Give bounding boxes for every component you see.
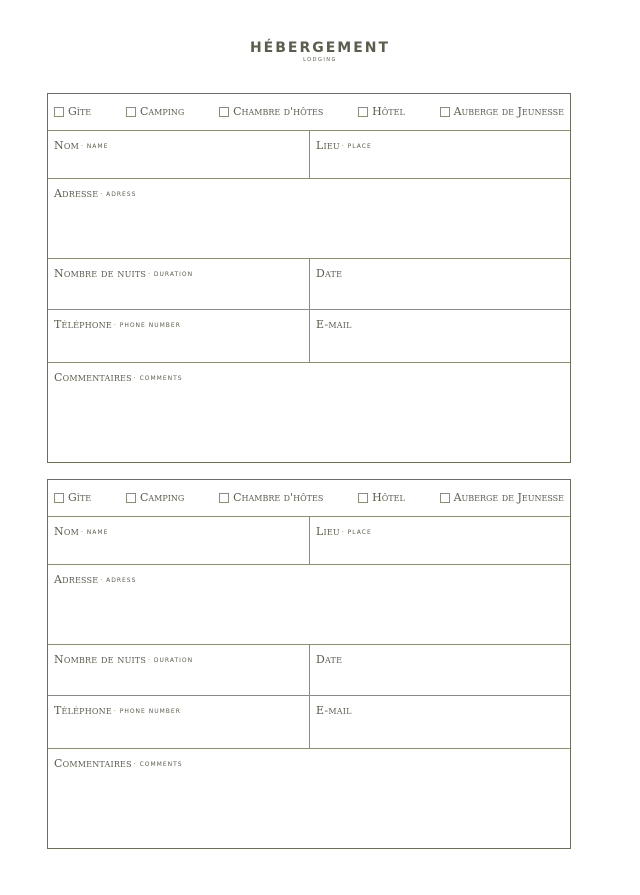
page-title: HÉBERGEMENT: [249, 40, 391, 56]
place-field[interactable]: [310, 517, 570, 564]
checkbox[interactable]: [219, 107, 229, 117]
comments-field[interactable]: [48, 749, 570, 848]
name-field[interactable]: [48, 131, 310, 178]
phone-email-row: [48, 310, 570, 363]
name-field[interactable]: [48, 517, 310, 564]
nights-label: Nombre de nuits · DURATION: [54, 267, 194, 280]
date-label: Date: [316, 267, 343, 280]
nights-label: Nombre de nuits · DURATION: [54, 653, 194, 666]
email-field[interactable]: [310, 696, 570, 748]
name-place-row: [48, 517, 570, 565]
option-gite[interactable]: Gîte: [54, 105, 91, 118]
email-label: E-mail: [316, 318, 352, 331]
option-gite[interactable]: Gîte: [54, 491, 91, 504]
name-label: Nom · NAME: [54, 139, 109, 152]
option-chambre-hotes[interactable]: Chambre d'hôtes: [219, 105, 323, 118]
checkbox[interactable]: [54, 107, 64, 117]
phone-field[interactable]: [48, 696, 310, 748]
checkbox[interactable]: [358, 493, 368, 503]
date-field[interactable]: [310, 259, 570, 309]
option-camping[interactable]: Camping: [126, 491, 184, 504]
address-label: Adresse · ADRESS: [54, 573, 137, 586]
address-row: [48, 179, 570, 259]
option-auberge[interactable]: Auberge de Jeunesse: [440, 105, 564, 118]
address-field[interactable]: [48, 179, 570, 258]
checkbox[interactable]: [126, 493, 136, 503]
address-row: [48, 565, 570, 645]
name-label: Nom · NAME: [54, 525, 109, 538]
page-subtitle: LODGING: [303, 57, 337, 63]
nights-field[interactable]: [48, 259, 310, 309]
phone-label: Téléphone · PHONE NUMBER: [54, 704, 181, 717]
phone-label: Téléphone · PHONE NUMBER: [54, 318, 181, 331]
option-camping[interactable]: Camping: [126, 105, 184, 118]
nights-field[interactable]: [48, 645, 310, 695]
place-field[interactable]: [310, 131, 570, 178]
checkbox[interactable]: [219, 493, 229, 503]
checkbox[interactable]: [358, 107, 368, 117]
lodging-card-1: [47, 93, 571, 463]
comments-row: [48, 749, 570, 848]
checkbox[interactable]: [126, 107, 136, 117]
phone-email-row: [48, 696, 570, 749]
option-hotel[interactable]: Hôtel: [358, 491, 405, 504]
comments-row: [48, 363, 570, 462]
comments-label: Commentaires · COMMENTS: [54, 371, 183, 384]
email-label: E-mail: [316, 704, 352, 717]
address-label: Adresse · ADRESS: [54, 187, 137, 200]
phone-field[interactable]: [48, 310, 310, 362]
option-auberge[interactable]: Auberge de Jeunesse: [440, 491, 564, 504]
lodging-card-2: [47, 479, 571, 849]
option-chambre-hotes[interactable]: Chambre d'hôtes: [219, 491, 323, 504]
address-field[interactable]: [48, 565, 570, 644]
checkbox[interactable]: [440, 493, 450, 503]
date-label: Date: [316, 653, 343, 666]
checkbox[interactable]: [440, 107, 450, 117]
date-field[interactable]: [310, 645, 570, 695]
checkbox[interactable]: [54, 493, 64, 503]
comments-field[interactable]: [48, 363, 570, 462]
lodging-type-row: [48, 480, 570, 517]
name-place-row: [48, 131, 570, 179]
option-hotel[interactable]: Hôtel: [358, 105, 405, 118]
lodging-type-row: [48, 94, 570, 131]
nights-date-row: [48, 259, 570, 310]
email-field[interactable]: [310, 310, 570, 362]
nights-date-row: [48, 645, 570, 696]
place-label: Lieu · PLACE: [316, 139, 372, 152]
comments-label: Commentaires · COMMENTS: [54, 757, 183, 770]
place-label: Lieu · PLACE: [316, 525, 372, 538]
page-header: [0, 40, 640, 63]
